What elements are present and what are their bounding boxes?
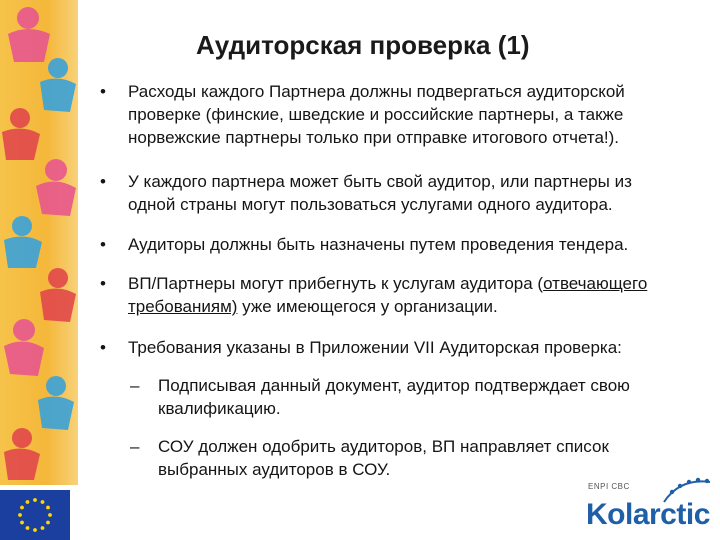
bullet-icon: • [100, 172, 106, 191]
bullet-line [128, 272, 720, 295]
bullet-item-tender [100, 233, 720, 256]
eu-star [48, 513, 52, 517]
decorative-side-strip [0, 0, 78, 485]
logo-program-label: ENPI CBC [588, 482, 630, 491]
bullet-item-requirements [100, 336, 720, 359]
underlined-text: требованиям) [128, 297, 238, 316]
eu-flag-icon [0, 490, 70, 540]
eu-star [20, 506, 24, 510]
eu-star [20, 521, 24, 525]
bullet-item-own-auditor [100, 170, 720, 216]
sub-line: выбранных аудиторов в СОУ. [158, 460, 391, 479]
slide-title: Аудиторская проверка (1) [196, 30, 530, 60]
eu-star [26, 500, 30, 504]
bullet-line: проверке (финские, шведские и российские партнеры, а также [128, 105, 624, 124]
sub-item-signature [100, 374, 720, 420]
eu-star [41, 500, 45, 504]
bullet-item-existing-auditor [100, 272, 720, 318]
sub-line: Подписывая данный документ, аудитор подтверждает свою [158, 376, 630, 395]
sub-line: СОУ должен одобрить аудиторов, ВП направляет список [158, 437, 609, 456]
eu-star [41, 526, 45, 530]
eu-star [46, 521, 50, 525]
bullet-line: норвежские партнеры только при отправке итогового отчета!). [128, 128, 620, 147]
underlined-text: отвечающего [543, 274, 648, 293]
bullet-icon: • [100, 338, 106, 357]
dash-icon: – [130, 376, 140, 395]
bullet-text: уже имеющегося у организации. [237, 297, 498, 316]
bullet-line: У каждого партнера может быть свой аудитор, или партнеры из [128, 172, 632, 191]
bullet-line [128, 295, 720, 318]
eu-star [33, 498, 37, 502]
kolarctic-star-mark-icon [658, 476, 716, 506]
bullet-icon: • [100, 274, 106, 293]
bullet-line: Расходы каждого Партнера должны подвергаться аудиторской [128, 82, 625, 101]
kolarctic-logo [580, 474, 720, 540]
eu-star [33, 528, 37, 532]
bullet-icon: • [100, 235, 106, 254]
logo-name: Kolarctic [586, 498, 710, 531]
bullet-icon: • [100, 82, 106, 101]
dash-icon: – [130, 437, 140, 456]
bullet-line: Аудиторы должны быть назначены путем проведения тендера. [128, 235, 629, 254]
sub-line: квалификацию. [158, 399, 281, 418]
bullet-line: Требования указаны в Приложении VII Аудиторская проверка: [128, 338, 622, 357]
bullet-line: одной страны могут пользоваться услугами одного аудитора. [128, 195, 613, 214]
eu-star [46, 506, 50, 510]
bullet-item-expenses-audit [100, 80, 720, 149]
children-figures-decoration [0, 0, 78, 485]
bullet-text: ВП/Партнеры могут прибегнуть к услугам аудитора ( [128, 274, 544, 293]
eu-star [26, 526, 30, 530]
eu-star [18, 513, 22, 517]
